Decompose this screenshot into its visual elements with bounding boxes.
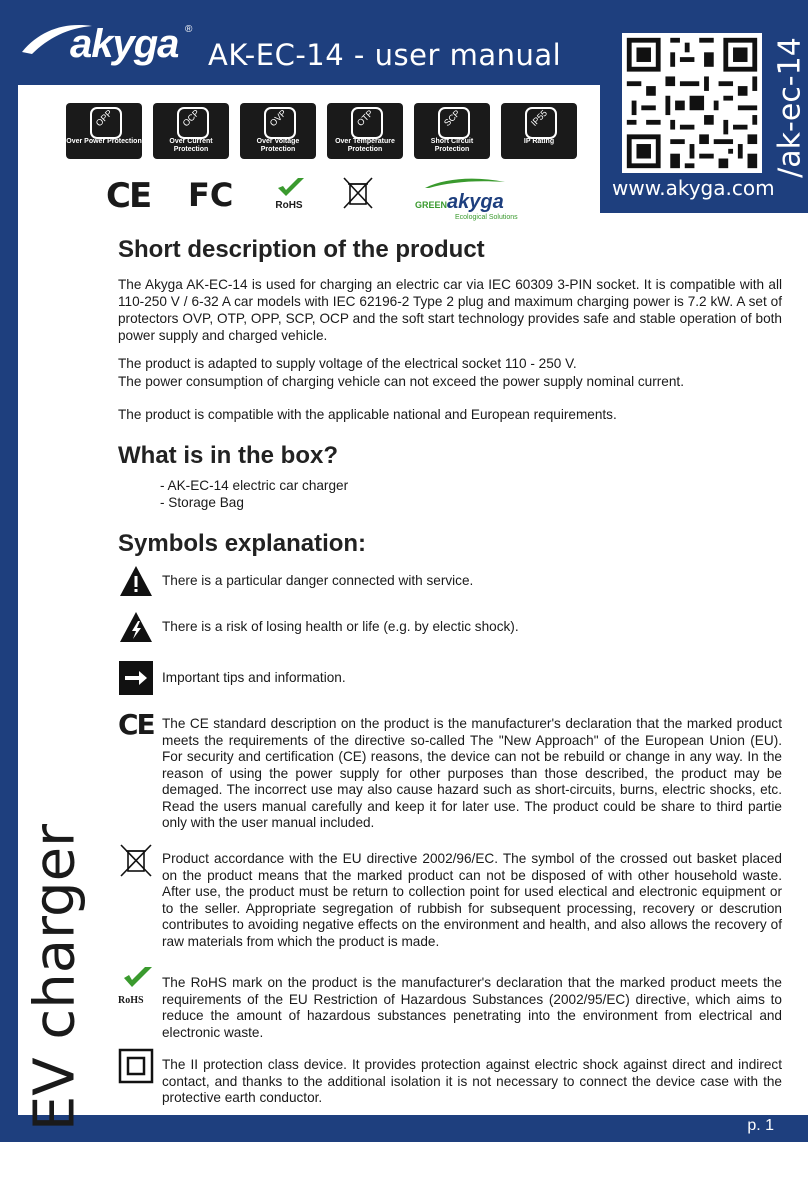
rohs-check-icon bbox=[264, 176, 314, 198]
warning-triangle-icon bbox=[118, 564, 154, 600]
badge-label: Short Circuit Protection bbox=[430, 138, 474, 153]
badge-ip-rating bbox=[501, 103, 577, 159]
green-sub: Ecological Solutions bbox=[455, 214, 518, 221]
green-prefix: GREEN bbox=[415, 200, 448, 210]
class-ii-icon bbox=[118, 1048, 154, 1084]
footer-bar bbox=[0, 1115, 808, 1142]
section-title-symbols: Symbols explanation: bbox=[118, 530, 367, 557]
badge-label: Over Voltage Protection bbox=[256, 138, 300, 153]
rohs-mark-label: RoHS bbox=[275, 200, 303, 211]
rohs-mark-icon bbox=[264, 176, 314, 210]
rohs-label: RoHS bbox=[118, 995, 144, 1006]
list-item: - AK-EC-14 electric car charger bbox=[160, 478, 349, 493]
description-paragraph: The Akyga AK-EC-14 is used for charging an electric car via IEC 60309 3-PIN socket. It is compatible with all 110-250 V / 6-32 A car models with IEC 62196-2 Type 2 plug and maximum charging power is 7.2 kW. A set of protectors OVP, OTP, OPP, SCP, OCP and the soft start technology provides safe and stable operation of both power supply and charged vehicle. bbox=[118, 277, 782, 343]
description-consumption: The power consumption of charging vehicle can not exceed the power supply nominal current. bbox=[118, 374, 684, 389]
badge-abbr: SCP bbox=[441, 107, 463, 129]
registered-mark: ® bbox=[185, 24, 193, 35]
badge-label: IP Rating bbox=[523, 138, 555, 145]
badge-opp bbox=[66, 103, 142, 159]
list-item: - Storage Bag bbox=[160, 495, 244, 510]
badge-abbr: OVP bbox=[267, 107, 289, 129]
badge-otp bbox=[327, 103, 403, 159]
symbol-text: Important tips and information. bbox=[162, 670, 346, 685]
badge-label: Over Current Protection bbox=[169, 138, 213, 153]
symbol-text: The CE standard description on the product is the manufacturer's declaration that the marked product meets the requirements of the directive so-called The "New Approach" of the European Union (EU). For security and certification (CE) reasons, the device can not be rebuild or change in any way. In the reason of using the power supply for other purposes than those described, the product may be demaged. The incorrect use may also cause hazard such as short-circuits, burns, electric shocks, etc. Read the users manual carefully and keep it for later use. The product could be share to third partie only with the user manual included. bbox=[162, 716, 782, 830]
left-sideband bbox=[0, 85, 18, 1115]
badge-label: Over Power Protection bbox=[66, 138, 142, 145]
description-compliance: The product is compatible with the applicable national and European requirements. bbox=[118, 407, 617, 422]
manual-title: AK-EC-14 - user manual bbox=[208, 38, 562, 72]
arrow-right-icon bbox=[118, 660, 154, 696]
fc-mark-icon: FC bbox=[188, 176, 234, 214]
page-number: p. 1 bbox=[747, 1117, 774, 1134]
website-url[interactable]: www.akyga.com bbox=[612, 176, 775, 200]
weee-bin-icon bbox=[342, 176, 374, 210]
symbol-text: The RoHS mark on the product is the manufacturer's declaration that the marked product meets the requirements of the EU Restriction of Hazardous Substances (2002/95/EC) directive, which aims to reduce the amount of hazardous substances penetrating into the environment from electrical and electronic waste. bbox=[162, 975, 782, 1040]
ce-icon: CE bbox=[118, 708, 154, 741]
electric-shock-icon bbox=[118, 610, 154, 646]
badge-abbr: OPP bbox=[93, 107, 115, 129]
symbol-text: There is a particular danger connected with service. bbox=[162, 573, 474, 588]
product-code-text: /ak-ec-14 bbox=[772, 37, 808, 178]
badge-abbr: IP55 bbox=[528, 107, 550, 129]
ce-mark-icon: CE bbox=[106, 176, 151, 216]
green-akyga-logo bbox=[415, 176, 525, 221]
symbol-text: There is a risk of losing health or life (e.g. by electic shock). bbox=[162, 619, 519, 634]
green-brand: akyga bbox=[447, 191, 504, 213]
badge-ocp bbox=[153, 103, 229, 159]
badge-ovp bbox=[240, 103, 316, 159]
section-title-box: What is in the box? bbox=[118, 442, 338, 469]
symbol-text: Product accordance with the EU directive 2002/96/EC. The symbol of the crossed out basket placed on the product means that the marked product can not be disposed of with other household waste. After use, the product must be return to collection point for used electical and electronic equipment or to the seller. Appropriate segregation of rubbish for subsequent processing, recovery or descrution contributes to avoiding negative effects on the environment and health, and also allows the recovery of raw materials from which the product is made. bbox=[162, 851, 782, 949]
badge-label: Over Temperature Protection bbox=[335, 138, 395, 153]
badge-abbr: OCP bbox=[180, 107, 202, 129]
rohs-check-icon bbox=[118, 966, 154, 990]
brand-logo-text: akyga bbox=[70, 22, 179, 66]
badge-scp bbox=[414, 103, 490, 159]
badge-abbr: OTP bbox=[354, 107, 376, 129]
green-swoosh-icon bbox=[415, 176, 525, 190]
side-label-ev-charger: EV charger bbox=[22, 823, 88, 1132]
qr-code bbox=[622, 33, 762, 173]
weee-bin-icon bbox=[118, 842, 154, 878]
description-voltage: The product is adapted to supply voltage of the electrical socket 110 - 250 V. bbox=[118, 356, 577, 371]
symbol-text: The II protection class device. It provides protection against electric shock against direct and indirect contact, and thanks to the additional isolation it is not necessary to connect the device case with the protective earth conductor. bbox=[162, 1057, 782, 1105]
section-title-description: Short description of the product bbox=[118, 236, 485, 263]
rohs-icon bbox=[118, 966, 154, 1006]
